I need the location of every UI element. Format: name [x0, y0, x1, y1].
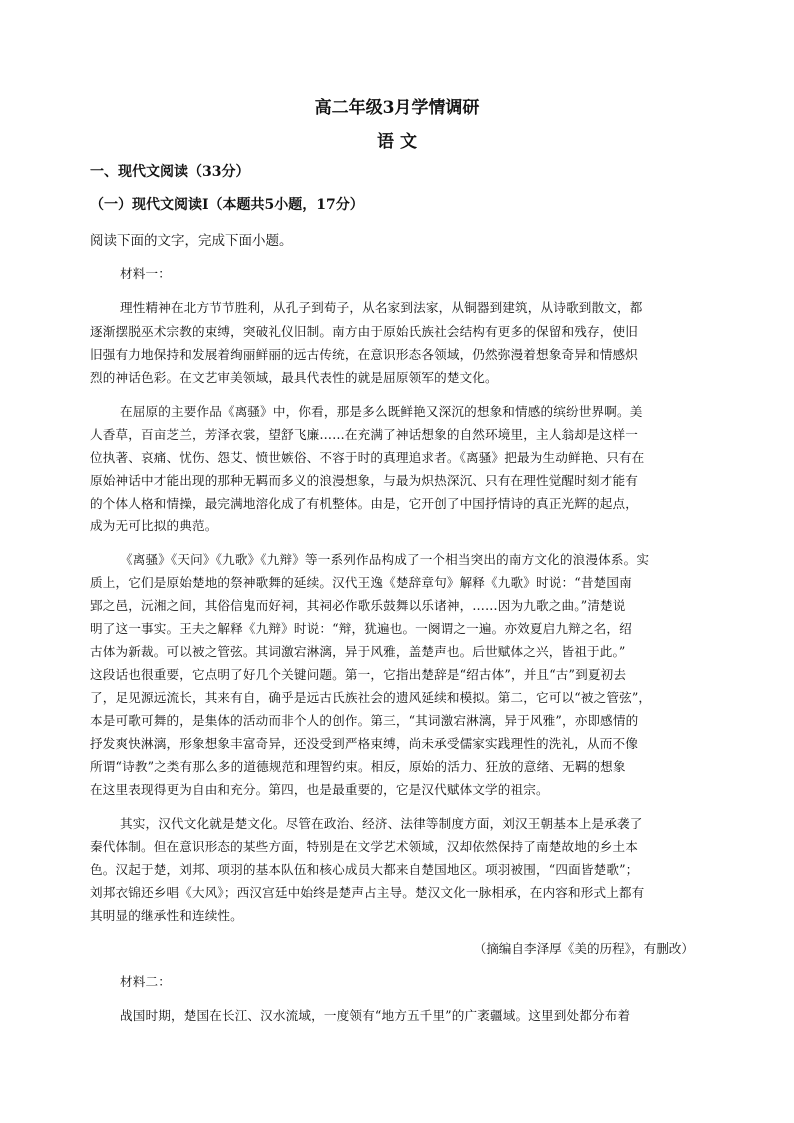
paragraph-line: 本是可歌可舞的，是集体的活动而非个人的创作。第三，“其词激宕淋漓，异于风雅”，亦即感情的 [90, 713, 639, 728]
paragraph-line: 的个体人格和情操，最完满地溶化成了有机整体。由是，它开创了中国抒情诗的真正光辉的起点， [90, 496, 638, 511]
paragraph-line: 其实，汉代文化就是楚文化。尽管在政治、经济、法律等制度方面，刘汉王朝基本上是承袭了 [120, 816, 643, 831]
paragraph-line: 郢之邑，沅湘之间，其俗信鬼而好祠，其祠必作歌乐鼓舞以乐诸神，……因为九歌之曲。”清楚说 [90, 598, 626, 613]
paragraph-line: 刘邦衣锦还乡唱《大风》；西汉宫廷中始终是楚声占主导。楚汉文化一脉相承，在内容和形式上都有 [90, 885, 645, 900]
paragraph-line: 位执著、哀痛、忧伤、怨艾、愤世嫉俗、不容于时的真理追求者。《离骚》把最为生动鲜艳、只有在 [90, 450, 645, 465]
paragraph-line: 逐渐摆脱巫术宗教的束缚，突破礼仪旧制。南方由于原始氏族社会结构有更多的保留和残存，使旧 [90, 324, 638, 339]
sub-section-heading: （一）现代文阅读Ⅰ（本题共5小题，17分） [90, 197, 364, 213]
paragraph-line: 了，足见源远流长，其来有自，确乎是远古氏族社会的遗风延续和模拟。第二，它可以“被之管弦”， [90, 690, 652, 705]
paragraph-line: 其明显的继承性和连续性。 [90, 908, 243, 923]
material-one-label: 材料一： [120, 266, 171, 281]
paragraph-line: 质上，它们是原始楚地的祭神歌舞的延续。汉代王逸《楚辞章句》解释《九歌》时说：“昔楚国南 [90, 575, 632, 590]
paragraph-line: 烈的神话色彩。在文艺审美领域，最具代表性的就是屈原领军的楚文化。 [90, 370, 498, 385]
paragraph-line: 秦代体制。但在意识形态的某些方面，特别是在文学艺术领域，汉却依然保持了南楚故地的乡土本 [90, 839, 638, 854]
material-two-label: 材料二： [120, 974, 171, 989]
subject-title: 语 文 [377, 132, 417, 152]
paragraph-line: 这段话也很重要，它点明了好几个关键问题。第一，它指出楚辞是“绍古体”，并且“古”到夏初去 [90, 667, 627, 682]
paragraph-line: 成为无可比拟的典范。 [90, 518, 218, 533]
paragraph-line: 战国时期，楚国在长江、汉水流域，一度领有“地方五千里”的广袤疆域。这里到处都分布着 [120, 1008, 631, 1023]
paragraph-line: 在这里表现得更为自由和充分。第四，也是最重要的，它是汉代赋体文学的祖宗。 [90, 782, 549, 797]
section-heading: 一、现代文阅读（33分） [90, 164, 250, 180]
paragraph-line: 抒发爽快淋漓，形象想象丰富奇异，还没受到严格束缚，尚未承受儒家实践理性的洗礼，从而不像 [90, 736, 638, 751]
paragraph-line: 色。汉起于楚，刘邦、项羽的基本队伍和核心成员大都来自楚国地区。项羽被围，“四面皆楚歌”； [90, 862, 639, 877]
paragraph-line: 理性精神在北方节节胜利，从孔子到荀子，从名家到法家，从铜器到建筑，从诗歌到散文，都 [120, 300, 643, 315]
paragraph-line: 《离骚》《天问》《九歌》《九辩》等一系列作品构成了一个相当突出的南方文化的浪漫体系。实 [120, 552, 650, 567]
paragraph-line: 古体为新裁。可以被之管弦。其词激宕淋漓，异于风雅，盖楚声也。后世赋体之兴，皆祖于此。” [90, 644, 626, 659]
paragraph-line: 旧强有力地保持和发展着绚丽鲜丽的远古传统，在意识形态各领域，仍然弥漫着想象奇异和情感炽 [90, 347, 638, 362]
paragraph-line: 在屈原的主要作品《离骚》中，你看，那是多么既鲜艳又深沉的想象和情感的缤纷世界啊。美 [120, 404, 643, 419]
exam-title: 高二年级3月学情调研 [314, 98, 480, 118]
instruction-text: 阅读下面的文字，完成下面小题。 [90, 233, 293, 249]
paragraph-line: 人香草，百亩芝兰，芳泽衣裳，望舒飞廉……在充满了神话想象的自然环境里，主人翁却是这样一 [90, 427, 638, 442]
paragraph-line: 所谓“诗教”之类有那么多的道德规范和理智约束。相反，原始的活力、狂放的意绪、无羁的想象 [90, 759, 626, 774]
paragraph-line: 原始神话中才能出现的那种无羁而多义的浪漫想象，与最为炽热深沉、只有在理性觉醒时刻才能有 [90, 473, 638, 488]
paragraph-line: 明了这一事实。王夫之解释《九辩》时说：“辩，犹遍也。一阕谓之一遍。亦效夏启九辩之名，绍 [90, 621, 632, 636]
source-citation: （摘编自李泽厚《美的历程》，有删改） [473, 941, 694, 956]
